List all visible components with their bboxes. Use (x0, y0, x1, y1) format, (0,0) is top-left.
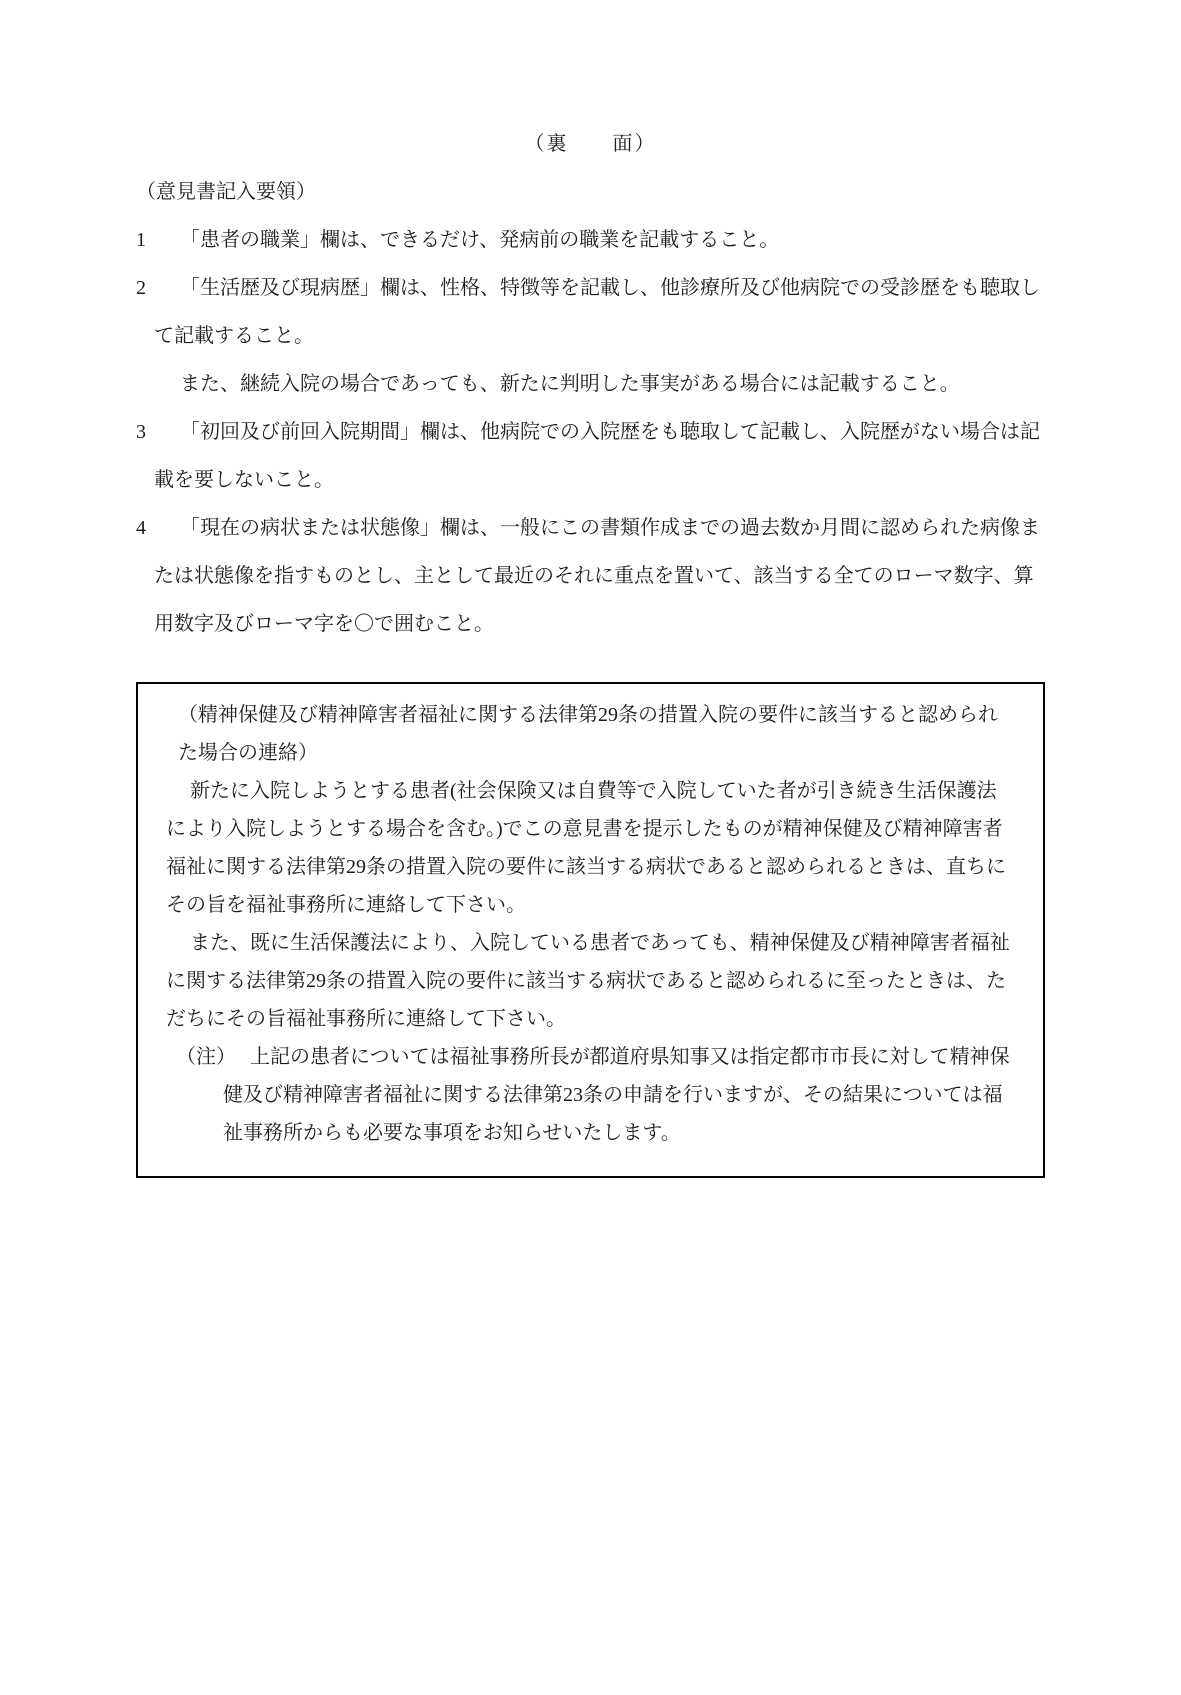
section-heading: （意見書記入要領） (136, 181, 316, 203)
item-text: 「患者の職業」欄は、できるだけ、発病前の職業を記載すること。 (180, 229, 780, 251)
list-item-2 (136, 264, 1045, 360)
item-text: 「現在の病状または状態像」欄は、一般にこの書類作成までの過去数か月間に認められた病像または状態像を指すものとし、主として最近のそれに重点を置いて、該当する全てのローマ数字、算用数字及びローマ字を〇で囲むこと。 (154, 517, 1040, 635)
notice-box (136, 682, 1045, 1178)
item-number: 4 (136, 517, 146, 539)
notice-paragraph-1: 新たに入院しようとする患者(社会保険又は自費等で入院していた者が引き続き生活保護法により入院しようとする場合を含む。)でこの意見書を提示したものが精神保健及び精神障害者福祉に関する法律第29条の措置入院の要件に該当する病状であると認められるときは、直ちにその旨を福祉事務所に連絡して下さい。 (166, 780, 1006, 916)
list-item-4 (136, 504, 1045, 648)
notice-heading: （精神保健及び精神障害者福祉に関する法律第29条の措置入院の要件に該当すると認められた場合の連絡） (178, 704, 998, 764)
notice-paragraph-2: また、既に生活保護法により、入院している患者であっても、精神保健及び精神障害者福祉に関する法律第29条の措置入院の要件に該当する病状であると認められるに至ったときは、ただちにその旨福祉事務所に連絡して下さい。 (166, 932, 1010, 1030)
notice-note (166, 1038, 1015, 1152)
item-text: 「初回及び前回入院期間」欄は、他病院での入院歴をも聴取して記載し、入院歴がない場合は記載を要しないこと。 (154, 421, 1040, 491)
item-number: 3 (136, 421, 146, 443)
item-text: 「生活歴及び現病歴」欄は、性格、特徴等を記載し、他診療所及び他病院での受診歴をも聴取して記載すること。 (154, 277, 1040, 347)
item-number: 2 (136, 277, 146, 299)
list-item-2-continuation: また、継続入院の場合であっても、新たに判明した事実がある場合には記載すること。 (180, 373, 960, 395)
page-title: （裏 面） (524, 133, 657, 155)
item-number: 1 (136, 229, 146, 251)
list-item-3 (136, 408, 1045, 504)
list-item-1 (136, 216, 1045, 264)
note-text: 上記の患者については福祉事務所長が都道府県知事又は指定都市市長に対して精神保健及び精神障害者福祉に関する法律第23条の申請を行いますが、その結果については福祉事務所からも必要な事項をお知らせいたします。 (223, 1046, 1010, 1144)
note-label: （注） (176, 1046, 236, 1068)
